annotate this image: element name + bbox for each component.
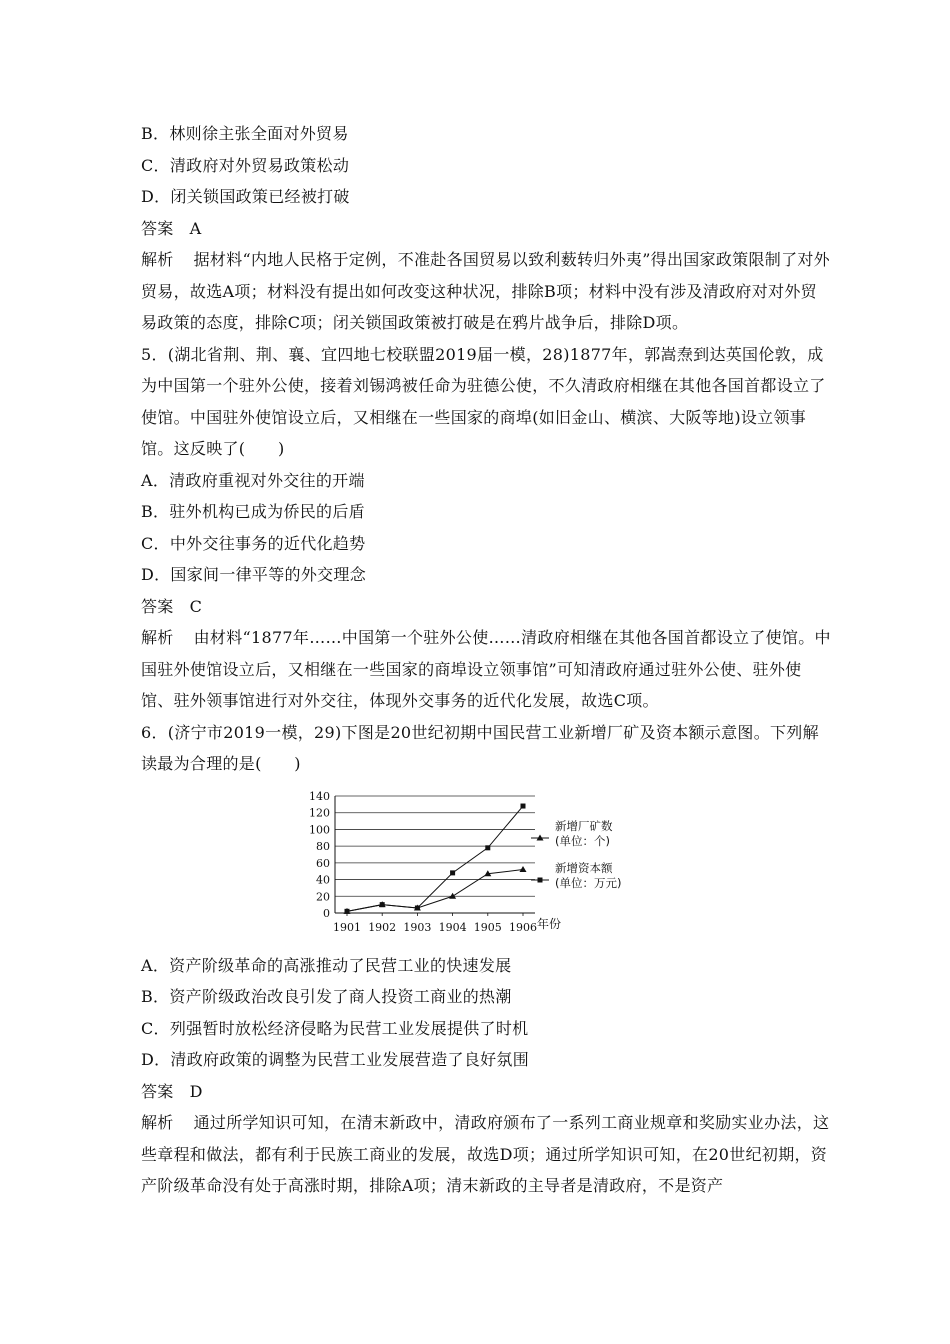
x-tick-label: 1904 <box>438 920 467 934</box>
series-line <box>347 806 523 911</box>
q6-option-b: B．资产阶级政治改良引发了商人投资工商业的热潮 <box>141 987 512 1006</box>
q6-answer <box>141 1076 831 1108</box>
analysis-label: 解析 <box>141 1113 174 1132</box>
data-point-square <box>450 870 455 875</box>
data-point-square <box>345 908 350 913</box>
q5-option-d: D．国家间一律平等的外交理念 <box>141 565 367 584</box>
answer-label: 答案 <box>141 1081 174 1101</box>
q5-analysis <box>141 622 831 717</box>
q6-chart <box>141 784 831 946</box>
prev-option-d: D．闭关锁国政策已经被打破 <box>141 187 350 206</box>
q5-option-b: B．驻外机构已成为侨民的后盾 <box>141 502 365 521</box>
legend-unit: (单位：个) <box>555 833 610 848</box>
analysis-text: 由材料“1877年……中国第一个驻外公使……清政府相继在其他各国首都设立了使馆。中国驻外使馆设立后，又相继在一些国家的商埠设立领事馆”可知清政府通过驻外公使、驻外使馆、驻外领事馆进行对外交往，体现外交事务的近代化发展，故选C项。 <box>141 628 831 710</box>
q6-option-d: D．清政府政策的调整为民营工业发展营造了良好氛围 <box>141 1050 530 1069</box>
y-tick-label: 120 <box>309 806 330 820</box>
y-tick-label: 40 <box>316 873 330 887</box>
x-axis-label: 年份 <box>537 916 562 931</box>
x-tick-label: 1901 <box>333 920 361 934</box>
answer-value: A <box>189 218 202 238</box>
data-point-square <box>485 845 490 850</box>
answer-label: 答案 <box>141 218 174 238</box>
q4-analysis <box>141 244 831 339</box>
q5-option-a: A．清政府重视对外交往的开端 <box>141 470 365 490</box>
x-tick-label: 1902 <box>368 920 397 934</box>
legend-marker-square <box>538 877 543 882</box>
analysis-label: 解析 <box>141 250 174 269</box>
q5-option-c: C．中外交往事务的近代化趋势 <box>141 533 366 553</box>
y-tick-label: 0 <box>323 906 330 920</box>
line-chart <box>291 784 651 946</box>
document-page <box>141 118 831 1202</box>
legend-unit: (单位：万元) <box>555 875 622 890</box>
answer-label: 答案 <box>141 596 174 616</box>
q6-option-c: C．列强暂时放松经济侵略为民营工业发展提供了时机 <box>141 1018 529 1038</box>
y-tick-label: 60 <box>316 856 330 870</box>
y-tick-label: 80 <box>316 839 330 853</box>
y-tick-label: 20 <box>316 889 330 903</box>
answer-value: C <box>189 596 203 616</box>
data-point-square <box>521 803 526 808</box>
x-tick-label: 1906 <box>509 920 537 934</box>
data-point-square <box>415 905 420 910</box>
data-point-triangle <box>449 892 456 898</box>
prev-option-c: C．清政府对外贸易政策松动 <box>141 155 350 175</box>
q6-option-a: A．资产阶级革命的高涨推动了民营工业的快速发展 <box>141 955 512 975</box>
legend-name: 新增资本额 <box>555 860 613 875</box>
data-point-triangle <box>520 866 527 872</box>
answer-value: D <box>189 1081 203 1101</box>
q5-answer <box>141 591 831 623</box>
analysis-text: 通过所学知识可知，在清末新政中，清政府颁布了一系列工商业规章和奖励实业办法，这些章程和做法，都有利于民族工商业的发展，故选D项；通过所学知识可知，在20世纪初期，资产阶级革命没有处于高涨时期，排除A项；清末新政的主导者是清政府，不是资产 <box>141 1113 830 1195</box>
q6-stem: 6．(济宁市2019一模，29)下图是20世纪初期中国民营工业新增厂矿及资本额示意图。下列解读最为合理的是( ) <box>141 722 819 773</box>
prev-option-b: B．林则徐主张全面对外贸易 <box>141 124 349 143</box>
analysis-text: 据材料“内地人民格于定例，不准赴各国贸易以致利薮转归外夷”得出国家政策限制了对外贸易，故选A项；材料没有提出如何改变这种状况，排除B项；材料中没有涉及清政府对对外贸易政策的态度，排除C项；闭关锁国政策被打破是在鸦片战争后，排除D项。 <box>141 250 830 332</box>
q5-stem: 5．(湖北省荆、荆、襄、宜四地七校联盟2019届一模，28)1877年，郭嵩焘到达英国伦敦，成为中国第一个驻外公使，接着刘锡鸿被任命为驻德公使，不久清政府相继在其他各国首都设立了使馆。中国驻外使馆设立后，又相继在一些国家的商埠(如旧金山、横滨、大阪等地)设立领事馆。这反映了( ) <box>141 344 826 458</box>
legend-name: 新增厂矿数 <box>555 818 613 833</box>
y-tick-label: 100 <box>309 822 330 836</box>
q4-answer <box>141 213 831 245</box>
data-point-square <box>380 902 385 907</box>
q6-analysis <box>141 1107 831 1202</box>
x-tick-label: 1905 <box>473 920 502 934</box>
analysis-label: 解析 <box>141 628 174 647</box>
y-tick-label: 140 <box>309 789 330 803</box>
x-tick-label: 1903 <box>403 920 432 934</box>
